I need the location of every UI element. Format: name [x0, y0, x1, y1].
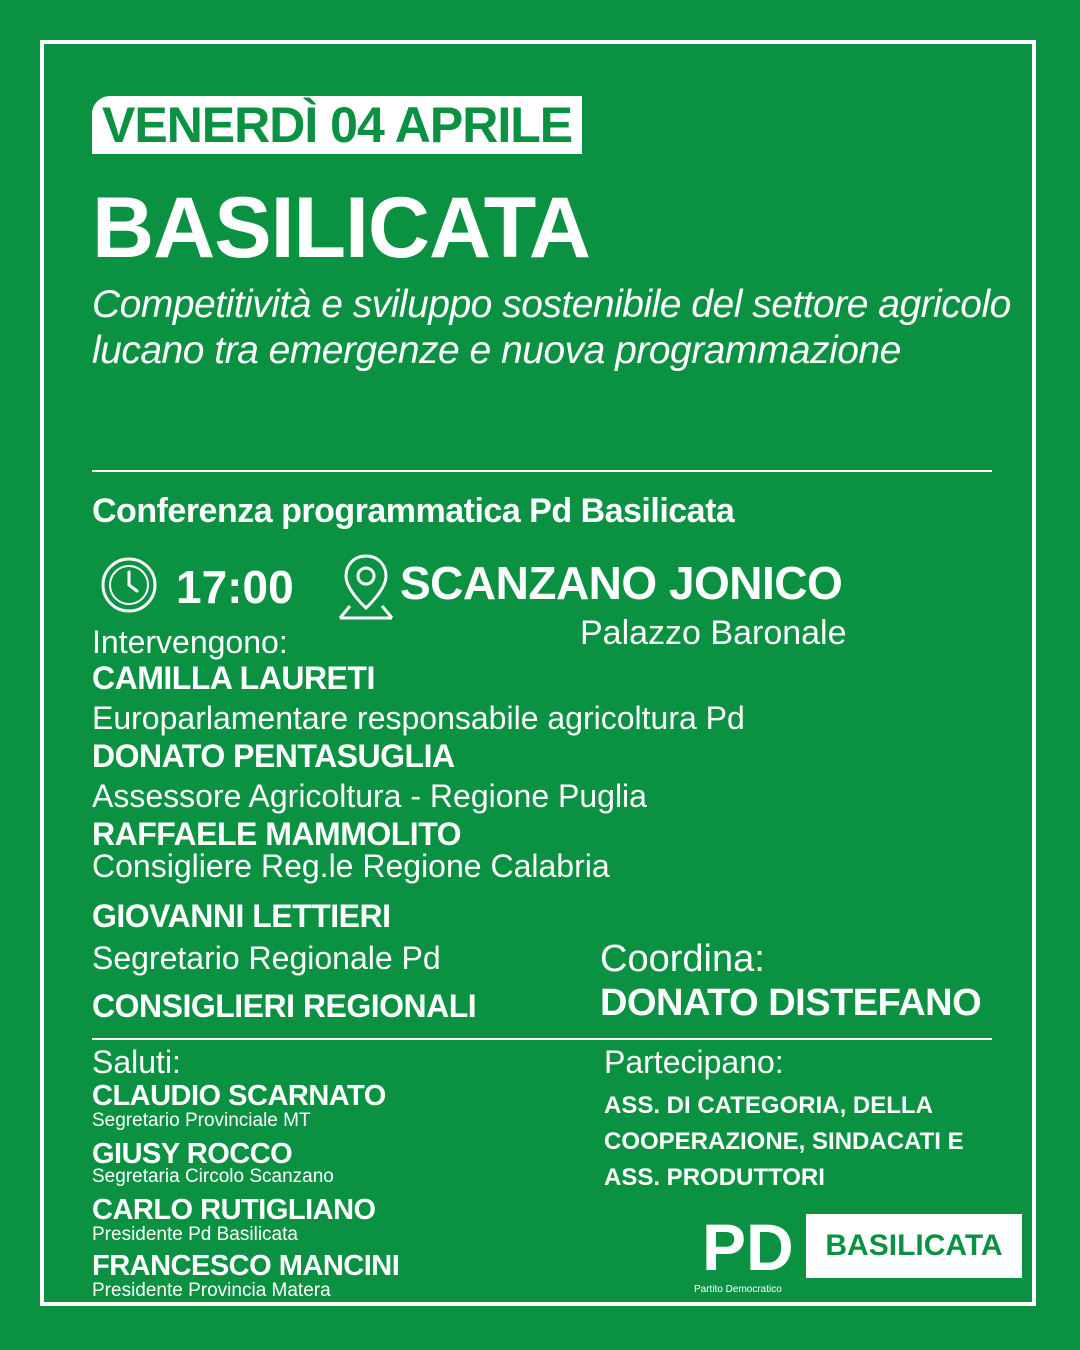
greeting-role: Presidente Pd Basilicata — [92, 1224, 298, 1245]
conference-title: Conferenza programmatica Pd Basilicata — [92, 492, 735, 530]
greeting-role: Segretario Provinciale MT — [92, 1110, 311, 1131]
speaker-role: Segretario Regionale Pd — [92, 940, 441, 976]
speaker-role: Consigliere Reg.le Regione Calabria — [92, 848, 610, 884]
greeting-name: GIUSY ROCCO — [92, 1138, 293, 1170]
pd-logo — [694, 1212, 800, 1296]
participants-list: ASS. DI CATEGORIA, DELLA COOPERAZIONE, SINDACATI E ASS. PRODUTTORI — [604, 1092, 964, 1191]
speaker-name: DONATO PENTASUGLIA — [92, 738, 455, 774]
greeting-role: Segretaria Circolo Scanzano — [92, 1166, 334, 1187]
event-subtitle: Competitività e sviluppo sostenibile del settore agricolo lucano tra emergenze e nuova programmazione — [92, 283, 1011, 372]
greeting-name: CLAUDIO SCARNATO — [92, 1080, 386, 1112]
greetings-label: Saluti: — [92, 1044, 181, 1080]
pd-logo-mark-icon — [700, 1212, 800, 1282]
coordinator-name: DONATO DISTEFANO — [600, 982, 982, 1024]
event-date: VENERDÌ 04 APRILE — [92, 96, 582, 154]
divider-bottom — [92, 1038, 992, 1040]
event-time: 17:00 — [176, 561, 294, 613]
speaker-name: RAFFAELE MAMMOLITO — [92, 816, 462, 852]
event-venue: Palazzo Baronale — [580, 614, 847, 652]
speaker-name: CAMILLA LAURETI — [92, 660, 375, 696]
greeting-role: Presidente Provincia Matera — [92, 1280, 331, 1301]
event-place: SCANZANO JONICO — [400, 557, 843, 609]
participants-label: Partecipano: — [604, 1044, 784, 1080]
greeting-name: FRANCESCO MANCINI — [92, 1250, 400, 1282]
speaker-role: Europarlamentare responsabile agricoltura Pd — [92, 700, 745, 736]
greeting-name: CARLO RUTIGLIANO — [92, 1194, 376, 1226]
svg-text:PD: PD — [702, 1212, 794, 1282]
clock-icon — [100, 556, 158, 614]
pd-logo-caption: Partito Democratico — [694, 1284, 782, 1295]
logo-region-badge: BASILICATA — [806, 1214, 1022, 1278]
location-pin-icon — [336, 552, 396, 622]
speaker-name: GIOVANNI LETTIERI — [92, 898, 391, 934]
regional-councillors: CONSIGLIERI REGIONALI — [92, 988, 477, 1024]
coordinator-label: Coordina: — [600, 938, 765, 980]
divider-top — [92, 470, 992, 472]
region-title: BASILICATA — [92, 180, 590, 276]
speakers-label: Intervengono: — [92, 624, 288, 660]
speaker-role: Assessore Agricoltura - Regione Puglia — [92, 778, 647, 814]
